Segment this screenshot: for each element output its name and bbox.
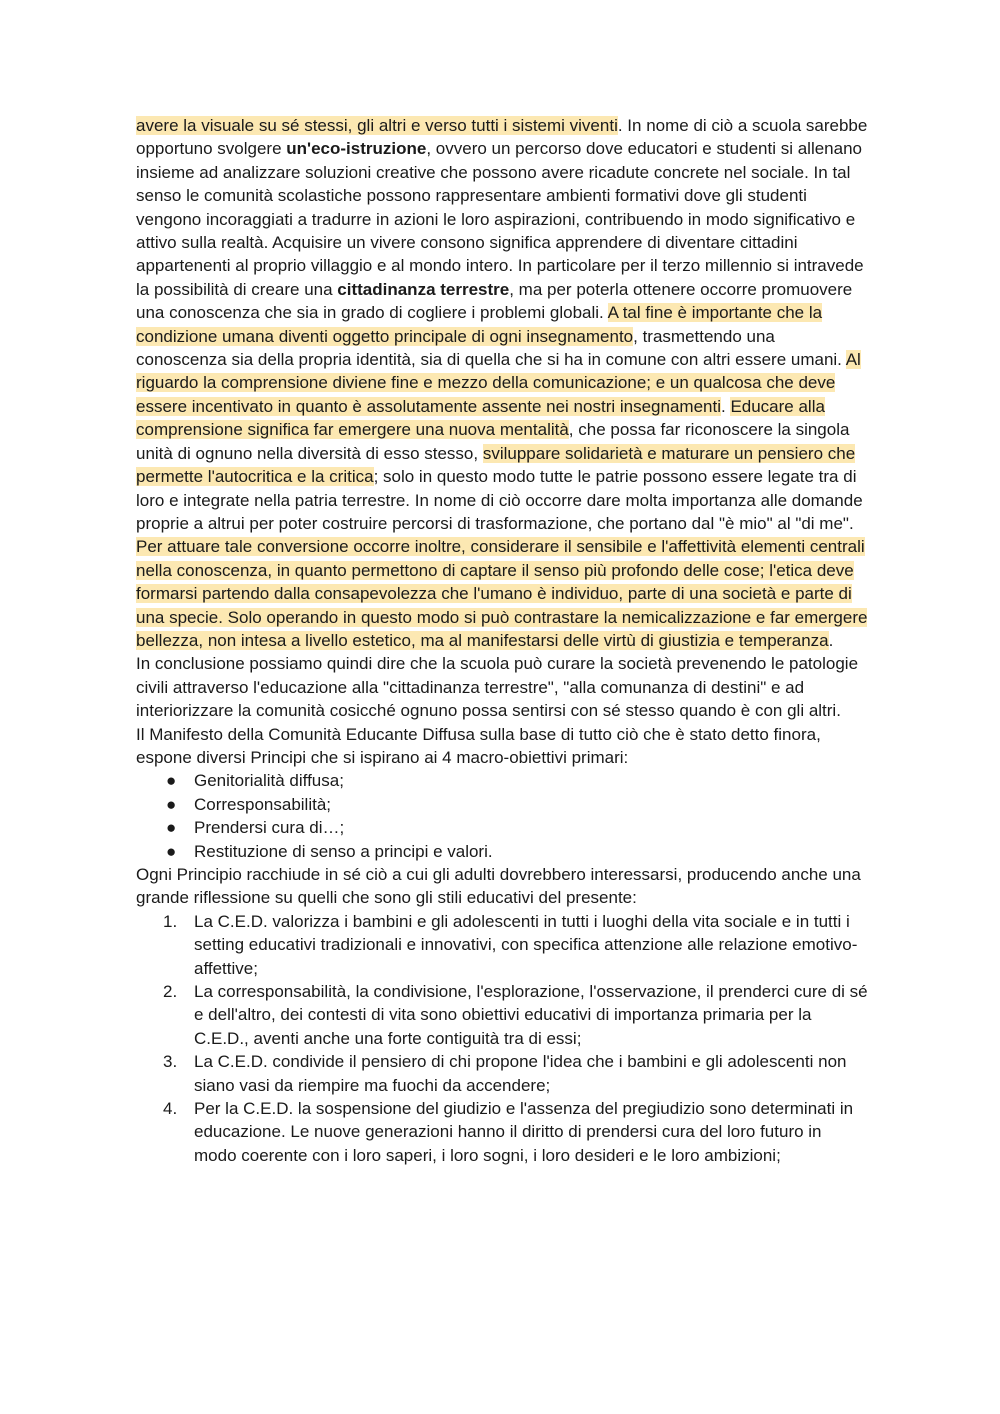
item-number: 2. [163, 982, 178, 1002]
item-number: 1. [163, 911, 178, 931]
item-number: 3. [163, 1052, 178, 1072]
highlighted-text: Educare alla comprensione significa far emergere una nuova mentalità [136, 396, 825, 440]
paragraph-principi: Ogni Principio racchiude in sé ciò a cui gli adulti dovrebbero interessarsi, producendo anche una grande riflessione su quelli che sono gli stili educativi del presente: [136, 865, 861, 908]
body-text: . [828, 630, 834, 650]
highlighted-text: Al riguardo la comprensione diviene fine e mezzo della comunicazione; e un qualcosa che deve essere incentivato in quanto è assolutamente assente nei nostri insegnamenti [136, 350, 861, 416]
list-item-text: Genitorialità diffusa; [194, 771, 344, 791]
bold-term: un'eco-istruzione [286, 139, 427, 159]
list-item [136, 769, 868, 792]
bullet-icon: ● [166, 794, 177, 814]
body-text: , che possa far riconoscere la singola unità di ognuno nella diversità di esso stesso, [136, 420, 850, 463]
highlighted-text: avere la visuale su sé stessi, gli altri e verso tutti i sistemi viventi [136, 116, 618, 135]
paragraph-conclusione: In conclusione possiamo quindi dire che la scuola può curare la società prevenendo le patologie civili attraverso l'educazione alla "cittadinanza terrestre", "alla comunanza di destini" e ad interiorizzare la comunità cosicché ognuno possa sentirsi con sé stesso quando è con gli altri. [136, 654, 859, 721]
paragraph-manifesto: Il Manifesto della Comunità Educante Diffusa sulla base di tutto ciò che è stato detto finora, espone diversi Principi che si ispirano ai 4 macro-obiettivi primari: [136, 724, 821, 767]
body-text: ; solo in questo modo tutte le patrie possono essere legate tra di loro e integrate nella patria terrestre. In nome di ciò occorre dare molta importanza alle domande proprie a altrui per poter costruire percorsi di trasformazione, che portano dal "è mio" al "di me". [136, 467, 863, 533]
numbered-item [136, 1097, 868, 1167]
list-item-text: Prendersi cura di…; [194, 818, 345, 838]
highlighted-text: Per attuare tale conversione occorre inoltre, considerare il sensibile e l'affettività elementi centrali nella conoscenza, in quanto permettono di captare il senso più profondo delle cose; l'etica deve formarsi partendo dalla consapevolezza che l'umano è individuo, parte di una società e parte di una specie. Solo operando in questo modo si può contrastare la nemicalizzazione e far emergere bellezza, non intesa a livello estetico, ma al manifestarsi delle virtù di giustizia e temperanza [136, 537, 868, 650]
bullet-icon: ● [166, 818, 177, 838]
numbered-item [136, 1050, 868, 1097]
body-text: , ovvero un percorso dove educatori e studenti si allenano insieme ad analizzare soluzioni creative che possono avere ricadute concrete nel sociale. In tal senso le comunità scolastiche possono rappresentare ambienti formativi dove gli studenti vengono incoraggiati a tradurre in azioni le loro aspirazioni, contribuendo in modo significativo e attivo sulla realtà. Acquisire un vivere consono significa apprendere di diventare cittadini appartenenti al proprio villaggio e al mondo intero. In particolare per il terzo millennio si intravede la possibilità di creare una [136, 139, 864, 299]
macro-objectives-list [136, 769, 868, 863]
list-item [136, 816, 868, 839]
numbered-item-text: La C.E.D. valorizza i bambini e gli adolescenti in tutti i luoghi della vita sociale e in tutti i setting educativi tradizionali e innovativi, con specifica attenzione alle relazione emotivo-affettive; [194, 911, 858, 978]
body-text: . [720, 396, 731, 416]
numbered-item [136, 980, 868, 1050]
paragraph-eco-istruzione [136, 114, 868, 652]
numbered-item-text: Per la C.E.D. la sospensione del giudizio e l'assenza del pregiudizio sono determinati in educazione. Le nuove generazioni hanno il diritto di prendersi cura del loro futuro in modo coerente con i loro saperi, i loro sogni, i loro desideri e le loro ambizioni; [194, 1099, 854, 1165]
body-text: , trasmettendo una conoscenza sia della propria identità, sia di quella che si ha in comune con altri essere umani. [136, 326, 846, 370]
bold-term: cittadinanza terrestre [337, 279, 510, 299]
body-text: . In nome di ciò a scuola sarebbe opportuno svolgere [136, 116, 868, 159]
list-item-text: Restituzione di senso a principi e valori. [194, 841, 493, 861]
document-body [136, 114, 868, 1167]
bullet-icon: ● [166, 841, 177, 861]
principles-list [136, 910, 868, 1167]
numbered-item [136, 910, 868, 980]
numbered-item-text: La C.E.D. condivide il pensiero di chi propone l'idea che i bambini e gli adolescenti non siano vasi da riempire ma fuochi da accendere; [194, 1052, 847, 1095]
highlighted-text: sviluppare solidarietà e maturare un pensiero che permette l'autocritica e la critica [136, 443, 856, 487]
body-text: , ma per poterla ottenere occorre promuovere una conoscenza che sia in grado di cogliere i problemi globali. [136, 279, 853, 323]
item-number: 4. [163, 1099, 178, 1119]
highlighted-text: A tal fine è importante che la condizione umana diventi oggetto principale di ogni insegnamento [136, 303, 823, 346]
bullet-icon: ● [166, 771, 177, 791]
list-item [136, 840, 868, 863]
numbered-item-text: La corresponsabilità, la condivisione, l'esplorazione, l'osservazione, il prenderci cure di sé e dell'altro, dei contesti di vita sono obiettivi educativi di importanza primaria per la C.E.D., aventi anche una forte contiguità tra di essi; [194, 982, 868, 1048]
list-item-text: Corresponsabilità; [194, 794, 332, 814]
list-item [136, 793, 868, 816]
